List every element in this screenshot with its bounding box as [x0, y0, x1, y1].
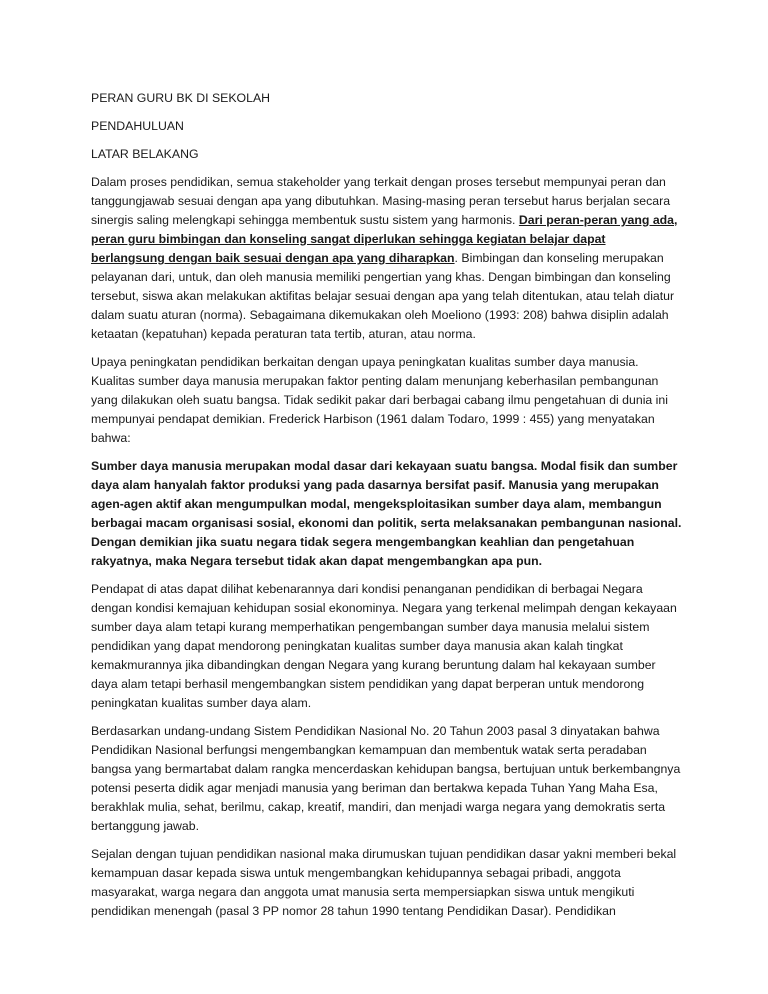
- paragraph-4: Berdasarkan undang-undang Sistem Pendidikan Nasional No. 20 Tahun 2003 pasal 3 dinyatakan bahwa Pendidikan Nasional berfungsi mengembangkan kemampuan dan membentuk watak serta peradaban bangsa yang bermartabat dalam rangka mencerdaskan kehidupan bangsa, bertujuan untuk berkembangnya potensi peserta didik agar menjadi manusia yang beriman dan bertakwa kepada Tuhan Yang Maha Esa, berakhlak mulia, sehat, berilmu, cakap, kreatif, mandiri, dan menjadi warga negara yang demokratis serta bertanggung jawab.: [91, 724, 681, 833]
- bold-quote: Sumber daya manusia merupakan modal dasar dari kekayaan suatu bangsa. Modal fisik dan sumber daya alam hanyalah faktor produksi yang pada dasarnya bersifat pasif. Manusia yang merupakan agen-agen aktif akan mengumpulkan modal, mengeksploitasikan sumber daya alam, membangun berbagai macam organisasi sosial, ekonomi dan politik, serta melaksanakan pembangunan nasional. Dengan demikian jika suatu negara tidak segera mengembangkan keahlian dan pengetahuan rakyatnya, maka Negara tersebut tidak akan dapat mengembangkan apa pun.: [91, 459, 682, 568]
- paragraph-3: Pendapat di atas dapat dilihat kebenarannya dari kondisi penanganan pendidikan di berbagai Negara dengan kondisi kemajuan kehidupan sosial ekonominya. Negara yang terkenal melimpah dengan kekayaan sumber daya alam tetapi kurang memperhatikan pengembangan sumber daya manusia melalui sistem pendidikan yang dapat mendorong peningkatan kualitas sumber daya manusia akan kalah tingkat kemakmurannya jika dibandingkan dengan Negara yang kurang beruntung dalam hal kekayaan sumber daya alam tetapi berhasil mengembangkan sistem pendidikan yang dapat berperan untuk mendorong peningkatan kualitas sumber daya alam.: [91, 582, 677, 710]
- subsection-heading: LATAR BELAKANG: [91, 147, 199, 161]
- section-heading: PENDAHULUAN: [91, 119, 184, 133]
- paragraph-2: Upaya peningkatan pendidikan berkaitan dengan upaya peningkatan kualitas sumber daya manusia. Kualitas sumber daya manusia merupakan faktor penting dalam menunjang keberhasilan pembangunan yang dilakukan oleh suatu bangsa. Tidak sedikit pakar dari berbagai cabang ilmu pengetahuan di dunia ini mempunyai pendapat demikian. Frederick Harbison (1961 dalam Todaro, 1999 : 455) yang menyatakan bahwa:: [91, 355, 668, 445]
- paragraph-1: [91, 173, 682, 344]
- paragraph-1-text-a: Dalam proses pendidikan, semua stakeholder yang terkait dengan proses tersebut mempunyai peran dan tanggungjawab sesuai dengan apa yang dibutuhkan. Masing-masing peran tersebut harus berjalan secara sinergis saling melengkapi sehingga membentuk sustu sistem yang harmonis.: [91, 175, 671, 227]
- paragraph-1-text-b: . Bimbingan dan konseling merupakan pelayanan dari, untuk, dan oleh manusia memiliki pengertian yang khas. Dengan bimbingan dan konseling tersebut, siswa akan melakukan aktifitas belajar sesuai dengan apa yang telah ditentukan, atau telah diatur dalam suatu aturan (norma). Sebagaimana dikemukakan oleh Moeliono (1993: 208) bahwa disiplin adalah ketaatan (kepatuhan) kepada peraturan tata tertib, aturan, atau norma.: [91, 251, 675, 341]
- paragraph-5: Sejalan dengan tujuan pendidikan nasional maka dirumuskan tujuan pendidikan dasar yakni memberi bekal kemampuan dasar kepada siswa untuk mengembangkan kehidupannya sebagai pribadi, anggota masyarakat, warga negara dan anggota umat manusia serta mempersiapkan siswa untuk mengikuti pendidikan menengah (pasal 3 PP nomor 28 tahun 1990 tentang Pendidikan Dasar). Pendidikan: [91, 847, 677, 918]
- document-title: PERAN GURU BK DI SEKOLAH: [91, 91, 271, 105]
- paragraph-1-emphasis: Dari peran-peran yang ada, peran guru bimbingan dan konseling sangat diperlukan sehingga kegiatan belajar dapat berlangsung dengan baik sesuai dengan apa yang diharapkan: [91, 213, 678, 265]
